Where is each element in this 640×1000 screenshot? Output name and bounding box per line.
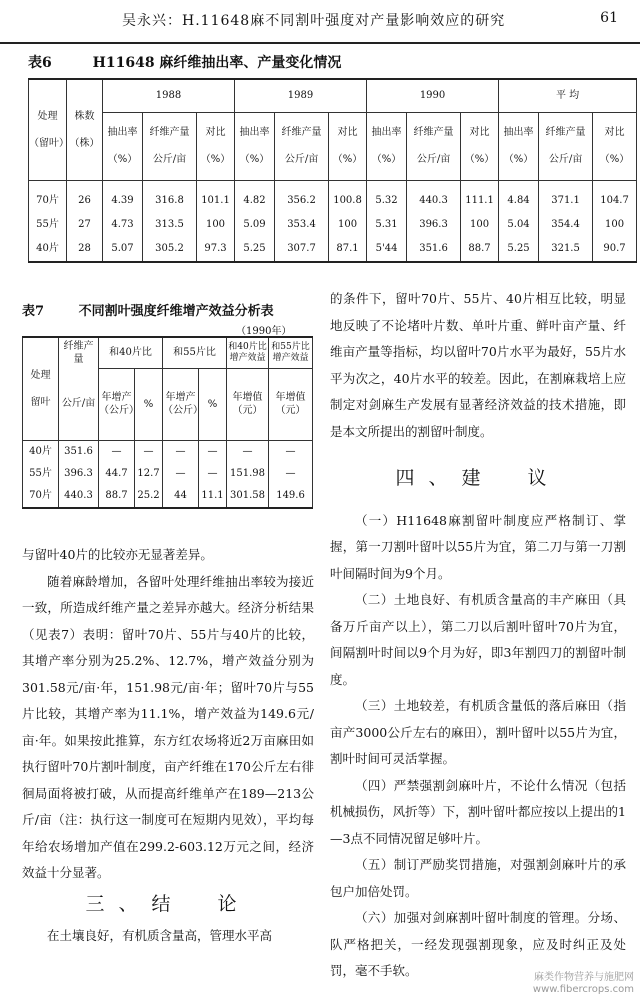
table7-header-val55-l1: 年增值: [275, 391, 306, 403]
table6-subheader-ratio-l1: 对比: [604, 127, 625, 139]
table6-subheader-yield: [143, 113, 197, 181]
section-3-heading: 三、结 论: [85, 892, 251, 915]
table6-header-treat-line1: 处理: [37, 110, 58, 122]
table6-cell-value: 351.6: [407, 237, 461, 262]
table7-cell-b: 12.7: [135, 463, 163, 485]
table7-header-pct55: %: [199, 368, 227, 441]
table6-header-treat: [29, 79, 67, 181]
table6-subheader-rate-l2: （%）: [239, 154, 270, 166]
table6-cell-treat: 70片: [29, 181, 67, 214]
table6-subheader-yield-l1: 纤维产量: [413, 127, 454, 139]
table7-header-val40-l1: 年增值: [232, 391, 263, 403]
left-para-3: 在土壤良好，有机质含量高，管理水平高: [47, 928, 273, 943]
table7-cell-f: —: [269, 441, 313, 464]
table7-cell-c: 44: [163, 485, 199, 508]
table6-header-count: [67, 79, 103, 181]
table6-subheader-yield: [275, 113, 329, 181]
table6-cell-value: 356.2: [275, 181, 329, 214]
table7-cell-e: 151.98: [227, 463, 269, 485]
table7-cell-yield: 351.6: [59, 441, 99, 464]
table7-header-vs40: 和40片比: [99, 337, 163, 368]
table6-cell-value: 101.1: [197, 181, 235, 214]
table6-cell-count: 28: [67, 237, 103, 262]
table7-cell-e: —: [227, 441, 269, 464]
table6-cell-value: 4.84: [499, 181, 539, 214]
table6-cell-value: 104.7: [593, 181, 637, 214]
right-column: [330, 286, 626, 985]
table7-header-treat-line2: 留叶: [30, 396, 51, 408]
suggestion-5: （五）制订严励奖罚措施，对强割剑麻叶片的承包户加倍处罚。: [330, 857, 626, 899]
table6-subheader-ratio: [197, 113, 235, 181]
table6-cell-value: 5.04: [499, 213, 539, 237]
table6-cell-value: 313.5: [143, 213, 197, 237]
table7-cell-f: 149.6: [269, 485, 313, 508]
table6-cell-value: 100: [461, 213, 499, 237]
table6-subheader-rate-l2: （%）: [107, 154, 138, 166]
table6-cell-value: 4.73: [103, 213, 143, 237]
suggestion-2: （二）土地良好、有机质含量高的丰产麻田（具备万斤亩产以上），第二刀以后割叶留叶70片为宜，间隔割叶时间以9个月为好，即3年割四刀的割留叶制度。: [330, 592, 626, 687]
table7-header-inc40-l1: 年增产: [101, 391, 132, 403]
table6-subheader-rate: [103, 113, 143, 181]
table6-subheader-yield-l1: 纤维产量: [281, 127, 322, 139]
table7-title: 不同割叶强度纤维增产效益分析表: [78, 304, 274, 319]
table7-header-val55-l2: （元）: [275, 405, 306, 417]
table-row: [29, 237, 637, 262]
table7-cell-d: —: [199, 463, 227, 485]
table6-subheader-rate-l2: （%）: [371, 154, 402, 166]
table6-cell-value: 5.31: [367, 213, 407, 237]
table7-cell-c: —: [163, 463, 199, 485]
table-row: [29, 181, 637, 214]
table6-subheader-rate-l1: 抽出率: [503, 127, 534, 139]
table6-header-treat-line2: （留叶）: [29, 137, 69, 149]
table6-header-count-line1: 株数: [74, 110, 95, 122]
table7-cell-d: —: [199, 441, 227, 464]
table6-subheader-rate: [499, 113, 539, 181]
table6-caption: [28, 52, 341, 72]
table6-subheader-yield-l2: 公斤/亩: [284, 154, 319, 166]
table6-subheader-rate: [235, 113, 275, 181]
table7-header-inc40-l2: （公斤）: [99, 405, 139, 417]
table6-subheader-ratio-l2: （%）: [332, 154, 363, 166]
table6-subheader-yield: [407, 113, 461, 181]
page-number: 61: [600, 10, 618, 26]
table7-cell-treat: 55片: [23, 463, 59, 485]
table6-cell-value: 316.8: [143, 181, 197, 214]
table7-cell-f: —: [269, 463, 313, 485]
table-row: [23, 485, 313, 508]
table6-cell-value: 440.3: [407, 181, 461, 214]
table7-cell-treat: 40片: [23, 441, 59, 464]
table7-header-val40: [227, 368, 269, 441]
table7-cell-yield: 440.3: [59, 485, 99, 508]
table7-header-val55: [269, 368, 313, 441]
table6-cell-value: 100: [593, 213, 637, 237]
table6-cell-value: 321.5: [539, 237, 593, 262]
table6-cell-treat: 40片: [29, 237, 67, 262]
table6-cell-count: 26: [67, 181, 103, 214]
table6-year-1988: 1988: [103, 79, 235, 113]
table7-cell-a: —: [99, 441, 135, 464]
watermark-line2: www.fibercrops.com: [532, 984, 634, 995]
table7-header-yield-top: 纤维产量: [59, 337, 99, 368]
table6-subheader-ratio-l2: （%）: [200, 154, 231, 166]
table-row: [23, 441, 313, 464]
table6-subheader-yield: [539, 113, 593, 181]
table6-subheader-rate-l1: 抽出率: [107, 127, 138, 139]
table7-header-inc40: [99, 368, 139, 441]
table6-cell-value: 371.1: [539, 181, 593, 214]
table7-cell-a: 88.7: [99, 485, 135, 508]
table6-subheader-rate: [367, 113, 407, 181]
table7-year: （1990年）: [236, 326, 292, 337]
table6-cell-value: 5.25: [235, 237, 275, 262]
watermark-line1: 麻类作物营养与施肥网: [534, 972, 634, 983]
table7-header-vs55: 和55片比: [163, 337, 227, 368]
table6-subheader-ratio-l1: 对比: [205, 127, 226, 139]
section-4-heading: 四、建 议: [395, 467, 561, 489]
right-para-1: 的条件下，留叶70片、55片、40片相互比较，明显地反映了不论堵叶片数、单叶片重、鲜叶亩产量、纤维亩产量等指标，均以留叶70片水平为最好，55片水平为次之，40片水平的较差。因此，在割麻栽培上应制定对剑麻生产发展有显著经济效益的技术措施，即是本文所提出的割留叶制度。: [330, 291, 626, 439]
page-header: [0, 0, 640, 44]
table7-header-yield-unit: 公斤/亩: [59, 368, 99, 441]
running-title: 吴永兴：H.11648麻不同割叶强度对产量影响效应的研究: [122, 13, 506, 29]
suggestion-1: （一）H11648麻割留叶制度应严格制订、掌握，第一刀割叶留叶以55片为宜，第二刀与第一刀割叶间隔时间为9个月。: [330, 512, 626, 581]
table6-cell-value: 5.09: [235, 213, 275, 237]
table7-header-treat: [23, 337, 59, 441]
table6-subheader-ratio-l2: （%）: [464, 154, 495, 166]
suggestion-4: （四）严禁强割剑麻叶片，不论什么情况（包括机械损伤，风折等）下，割叶留叶都应按以上提出的1—3点不同情况留足够叶片。: [330, 777, 626, 846]
table6-header-count-line2: （株）: [69, 137, 100, 149]
table7-cell-treat: 70片: [23, 485, 59, 508]
table6-cell-count: 27: [67, 213, 103, 237]
table6-cell-value: 100.8: [329, 181, 367, 214]
table7-cell-c: —: [163, 441, 199, 464]
table6-year-1989: 1989: [235, 79, 367, 113]
table6-cell-value: 307.7: [275, 237, 329, 262]
suggestion-3: （三）土地较差，有机质含量低的落后麻田（指亩产3000公斤左右的麻田），割叶留叶以55片为宜，割叶时间可灵活掌握。: [330, 698, 626, 766]
table6-cell-value: 4.39: [103, 181, 143, 214]
table6-subheader-ratio-l2: （%）: [599, 154, 630, 166]
table7-header-val40-l2: （元）: [232, 405, 263, 417]
table6-cell-value: 5.07: [103, 237, 143, 262]
table6-subheader-rate-l1: 抽出率: [239, 127, 270, 139]
table6-cell-value: 100: [329, 213, 367, 237]
table6-cell-value: 4.82: [235, 181, 275, 214]
table6-title: H11648 麻纤维抽出率、产量变化情况: [92, 55, 342, 71]
table-row: [29, 213, 637, 237]
table6-year-avg: 平 均: [499, 79, 637, 113]
table7-caption: [22, 300, 274, 319]
table7-cell-d: 11.1: [199, 485, 227, 508]
table6-subheader-ratio: [593, 113, 637, 181]
table6-cell-value: 97.3: [197, 237, 235, 262]
table6-subheader-ratio: [461, 113, 499, 181]
table6-cell-value: 111.1: [461, 181, 499, 214]
table7-header-eff55: 和55片比增产效益: [269, 337, 313, 368]
table7-cell-a: 44.7: [99, 463, 135, 485]
table7-header-pct40: %: [135, 368, 163, 441]
table6-subheader-yield-l2: 公斤/亩: [152, 154, 187, 166]
table7-header-inc55-l1: 年增产: [165, 391, 196, 403]
left-column: [22, 542, 314, 950]
table6-subheader-rate-l1: 抽出率: [371, 127, 402, 139]
table6-label: 表6: [28, 55, 52, 71]
table-row: [23, 463, 313, 485]
table6-cell-value: 5.32: [367, 181, 407, 214]
watermark: [533, 972, 634, 996]
table7-cell-b: —: [135, 441, 163, 464]
left-para-2: 随着麻龄增加，各留叶处理纤维抽出率较为接近一致，所造成纤维产量之差异亦越大。经济分析结果（见表7）表明：留叶70片、55片与40片的比较，其增产率分别为25.2%、12.7%，增产效益分别为301.58元/亩·年，151.98元/亩·年；留叶70片与55片比较，其增产率为11.1%，增产效益为149.6元/亩·年。如果按此推算，东方红农场将近2万亩麻田如执行留叶70片割叶制度，亩产纤维在170公斤左右徘徊局面将被打破，从而提高纤维单产在189—213公斤/亩（注：执行这一制度可在短期内见效），平均每年给农场增加产值在299.2-603.12万元之间，经济效益十分显著。: [22, 573, 314, 880]
table6-cell-value: 5.25: [499, 237, 539, 262]
table7-cell-e: 301.58: [227, 485, 269, 508]
table7-header-eff40: 和40片比增产效益: [227, 337, 269, 368]
table6-cell-value: 100: [197, 213, 235, 237]
table6-cell-value: 88.7: [461, 237, 499, 262]
table6-year-1990: 1990: [367, 79, 499, 113]
table6-subheader-yield-l2: 公斤/亩: [416, 154, 451, 166]
table7: [22, 336, 313, 509]
table6-subheader-ratio-l1: 对比: [337, 127, 358, 139]
suggestion-6: （六）加强对剑麻割叶留叶制度的管理。分场、队严格把关，一经发现强割现象，应及时纠正及处罚，毫不手软。: [330, 910, 626, 978]
table6-subheader-ratio-l1: 对比: [469, 127, 490, 139]
table6-subheader-yield-l1: 纤维产量: [545, 127, 586, 139]
table6-cell-value: 396.3: [407, 213, 461, 237]
table6-cell-treat: 55片: [29, 213, 67, 237]
table6-cell-value: 354.4: [539, 213, 593, 237]
table7-cell-yield: 396.3: [59, 463, 99, 485]
table6-cell-value: 305.2: [143, 237, 197, 262]
table7-header-inc55-l2: （公斤）: [163, 405, 204, 417]
table6-subheader-yield-l1: 纤维产量: [149, 127, 190, 139]
table6-cell-value: 90.7: [593, 237, 637, 262]
table6-cell-value: 5'44: [367, 237, 407, 262]
table7-label: 表7: [22, 304, 45, 319]
table7-header-treat-line1: 处理: [30, 369, 51, 381]
table6-cell-value: 87.1: [329, 237, 367, 262]
table7-cell-b: 25.2: [135, 485, 163, 508]
table6-subheader-yield-l2: 公斤/亩: [548, 154, 583, 166]
table6-subheader-ratio: [329, 113, 367, 181]
table7-header-inc55: [163, 368, 204, 441]
left-para-1: 与留叶40片的比较亦无显著差异。: [22, 547, 213, 562]
table6: [28, 78, 637, 263]
table6-cell-value: 353.4: [275, 213, 329, 237]
table6-subheader-rate-l2: （%）: [503, 154, 534, 166]
